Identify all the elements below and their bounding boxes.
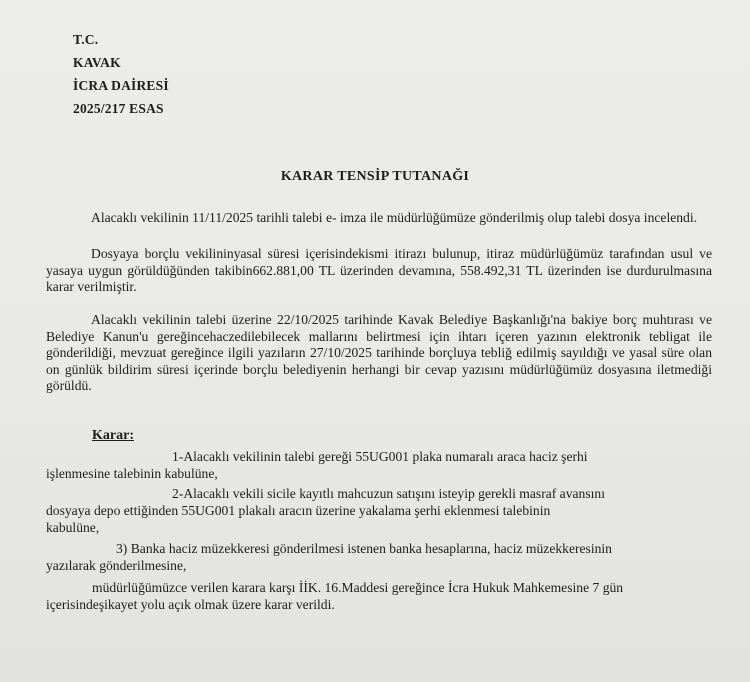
paragraph-3 (46, 312, 712, 395)
decision-item-1-line-2: işlenmesine talebinin kabulüne, (46, 466, 218, 481)
header-office-city: KAVAK (73, 55, 121, 70)
decision-label: Karar: (92, 428, 134, 443)
decision-item-2-line-3: kabulüne, (46, 520, 100, 535)
decision-item-2-line-2: dosyaya depo ettiğinden 55UG001 plakalı aracın üzerine yakalama şerhi eklenmesi talebinin (46, 503, 551, 518)
header-case-number: 2025/217 ESAS (73, 101, 164, 116)
decision-item-1-line-1: 1-Alacaklı vekilinin talebi gereği 55UG001 plaka numaralı araca haciz şerhi (172, 449, 588, 464)
header-tc: T.C. (73, 32, 99, 47)
paragraph-2-text: Dosyaya borçlu vekilininyasal süresi içerisindekismi itirazı bulunup, itiraz müdürlüğümüz tarafından usul ve yasaya uygun görüldüğünden takibin662.881,00 TL üzerinden devamına, 558.492,31 TL üzerinden ise durdurulmasına karar verilmiştir. (46, 246, 712, 294)
final-decision-line-1: müdürlüğümüzce verilen karara karşı İİK. 16.Maddesi gereğince İcra Hukuk Mahkemesine 7 gün (92, 580, 624, 595)
paragraph-2 (46, 246, 712, 296)
decision-item-3-line-2: yazılarak gönderilmesine, (46, 558, 187, 573)
paragraph-3-text: Alacaklı vekilinin talebi üzerine 22/10/2025 tarihinde Kavak Belediye Başkanlığı'na bakiye borç muhtırası ve Belediye Kanun'u gereğincehaczedilebilecek mallarını belirtmesi için ihtarı içeren yazının elektronik tebligat ile gönderildiği, mevzuat gereğince ilgili yazıların 27/10/2025 tarihinde borçluya tebliğ edilmiş sayıldığı ve yasal süre olan on günlük bildirim süresi içerinde borçlu belediyenin herhangi bir cevap yazısını müdürlüğümüz dosyasına iletmediği görüldü. (46, 312, 712, 393)
paragraph-1-text: Alacaklı vekilinin 11/11/2025 tarihli talebi e- imza ile müdürlüğümüze gönderilmiş olup talebi dosya incelendi. (91, 210, 698, 225)
paragraph-1 (46, 210, 712, 227)
header-office-name: İCRA DAİRESİ (73, 78, 169, 93)
document-title: KARAR TENSİP TUTANAĞI (280, 169, 470, 184)
decision-item-2-line-1: 2-Alacaklı vekili sicile kayıtlı mahcuzun satışını isteyip gerekli masraf avansını (172, 486, 605, 501)
final-decision-line-2: içerisindeşikayet yolu açık olmak üzere karar verildi. (46, 597, 335, 612)
decision-item-3-line-1: 3) Banka haciz müzekkeresi gönderilmesi istenen banka hesaplarına, haciz müzekkeresinin (116, 541, 612, 556)
